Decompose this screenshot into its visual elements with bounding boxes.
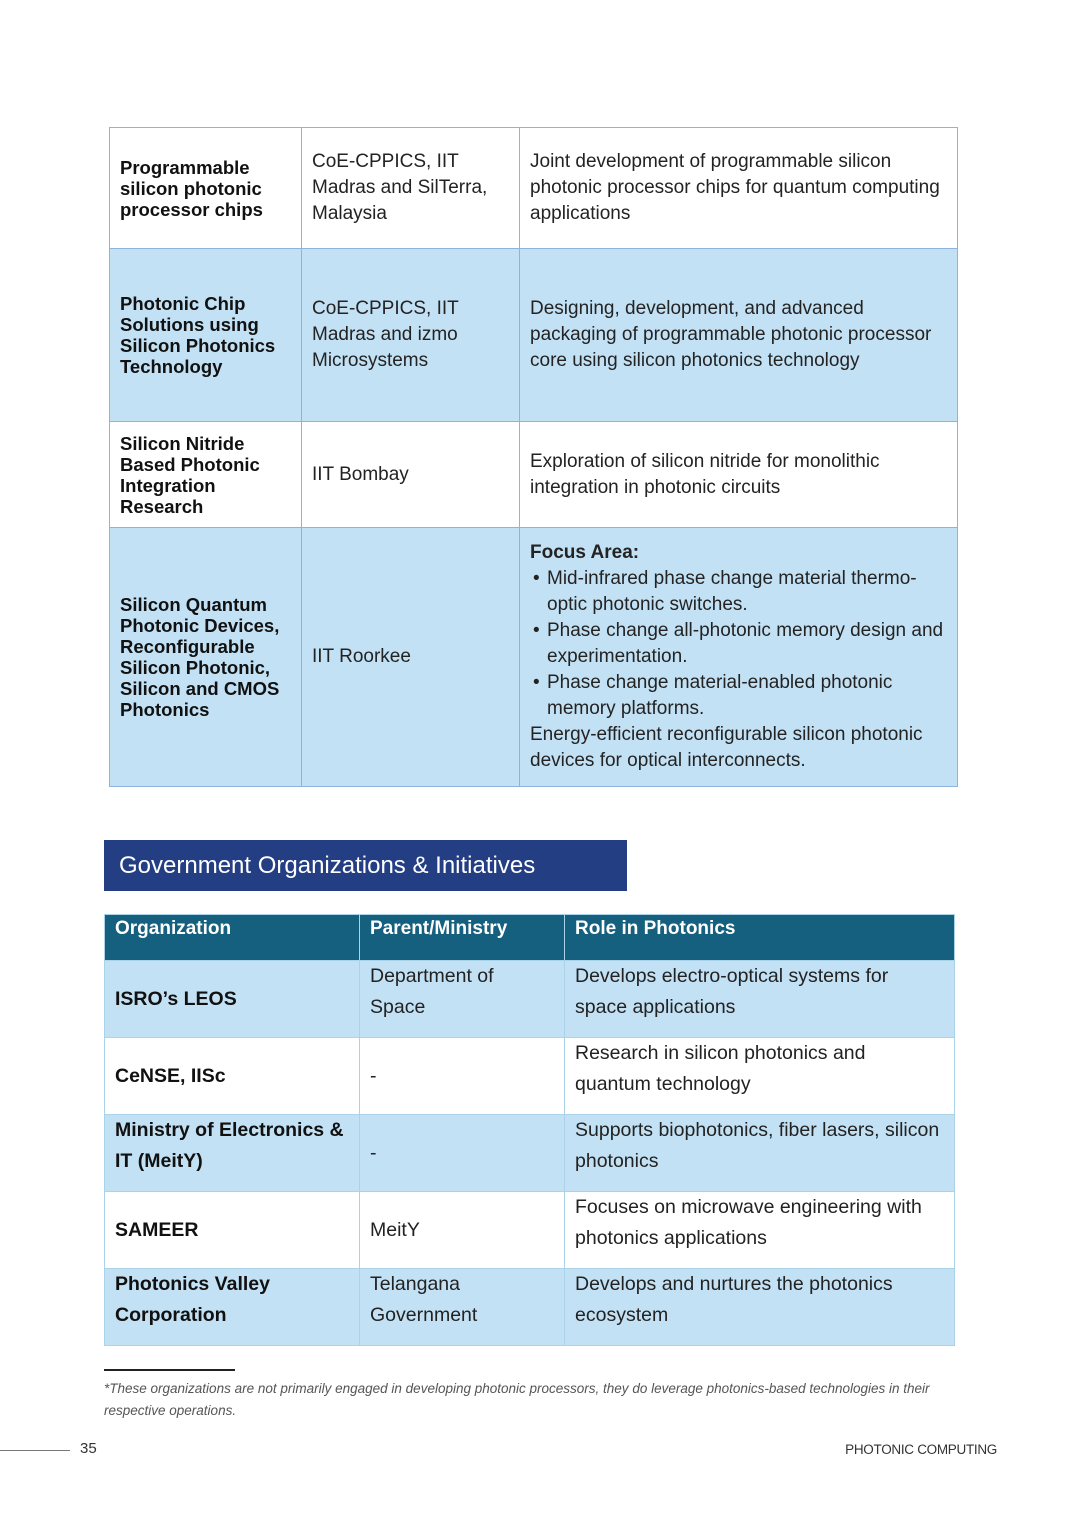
document-title: PHOTONIC COMPUTING bbox=[845, 1442, 997, 1457]
column-header-role: Role in Photonics bbox=[565, 915, 955, 961]
organization: Ministry of Electronics & IT (MeitY) bbox=[105, 1115, 360, 1192]
role: Research in silicon photonics and quantum technology bbox=[565, 1038, 955, 1115]
organization: Photonics Valley Corporation bbox=[105, 1269, 360, 1346]
focus-area-label: Focus Area: bbox=[530, 542, 640, 563]
table-row bbox=[105, 1115, 955, 1192]
page-number: 35 bbox=[80, 1440, 97, 1457]
table-row bbox=[105, 1192, 955, 1269]
description bbox=[520, 528, 958, 787]
list-item: • Phase change material-enabled photonic memory platforms. bbox=[530, 670, 947, 722]
trailing-text: Energy-efficient reconfigurable silicon photonic devices for optical interconnects. bbox=[530, 724, 923, 771]
project-name: Programmable silicon photonic processor chips bbox=[110, 128, 302, 249]
table-row bbox=[105, 1269, 955, 1346]
description: Exploration of silicon nitride for monolithic integration in photonic circuits bbox=[520, 422, 958, 528]
table-row bbox=[110, 528, 958, 787]
parent-ministry: Department of Space bbox=[360, 961, 565, 1038]
parent-ministry: - bbox=[360, 1115, 565, 1192]
institution: IIT Roorkee bbox=[302, 528, 520, 787]
organization: ISRO’s LEOS bbox=[105, 961, 360, 1038]
table-row bbox=[110, 128, 958, 249]
list-item: • Phase change all-photonic memory design and experimentation. bbox=[530, 618, 947, 670]
table-row bbox=[105, 961, 955, 1038]
parent-ministry: Telangana Government bbox=[360, 1269, 565, 1346]
role: Focuses on microwave engineering with photonics applications bbox=[565, 1192, 955, 1269]
government-organizations-table bbox=[104, 914, 955, 1346]
role: Supports biophotonics, fiber lasers, silicon photonics bbox=[565, 1115, 955, 1192]
parent-ministry: - bbox=[360, 1038, 565, 1115]
section-heading: Government Organizations & Initiatives bbox=[104, 840, 627, 891]
table-row bbox=[110, 249, 958, 422]
description: Joint development of programmable silicon photonic processor chips for quantum computing applications bbox=[520, 128, 958, 249]
institution: CoE-CPPICS, IIT Madras and izmo Microsystems bbox=[302, 249, 520, 422]
table-header-row bbox=[105, 915, 955, 961]
footnote-divider bbox=[104, 1369, 235, 1371]
table-row bbox=[110, 422, 958, 528]
role: Develops electro-optical systems for space applications bbox=[565, 961, 955, 1038]
project-name: Silicon Quantum Photonic Devices, Reconfigurable Silicon Photonic, Silicon and CMOS Photonics bbox=[110, 528, 302, 787]
page-number-rule bbox=[0, 1450, 70, 1451]
column-header-parent: Parent/Ministry bbox=[360, 915, 565, 961]
list-item: • Mid-infrared phase change material thermo-optic photonic switches. bbox=[530, 566, 947, 618]
footnote: *These organizations are not primarily engaged in developing photonic processors, they do leverage photonics-based technologies in their respective operations. bbox=[104, 1381, 930, 1418]
organization: SAMEER bbox=[105, 1192, 360, 1269]
description: Designing, development, and advanced packaging of programmable photonic processor core using silicon photonics technology bbox=[520, 249, 958, 422]
research-projects-table bbox=[109, 127, 958, 787]
project-name: Photonic Chip Solutions using Silicon Photonics Technology bbox=[110, 249, 302, 422]
focus-area-list bbox=[530, 566, 947, 722]
institution: CoE-CPPICS, IIT Madras and SilTerra, Malaysia bbox=[302, 128, 520, 249]
project-name: Silicon Nitride Based Photonic Integration Research bbox=[110, 422, 302, 528]
role: Develops and nurtures the photonics ecosystem bbox=[565, 1269, 955, 1346]
parent-ministry: MeitY bbox=[360, 1192, 565, 1269]
column-header-organization: Organization bbox=[105, 915, 360, 961]
table-row bbox=[105, 1038, 955, 1115]
organization: CeNSE, IISc bbox=[105, 1038, 360, 1115]
institution: IIT Bombay bbox=[302, 422, 520, 528]
